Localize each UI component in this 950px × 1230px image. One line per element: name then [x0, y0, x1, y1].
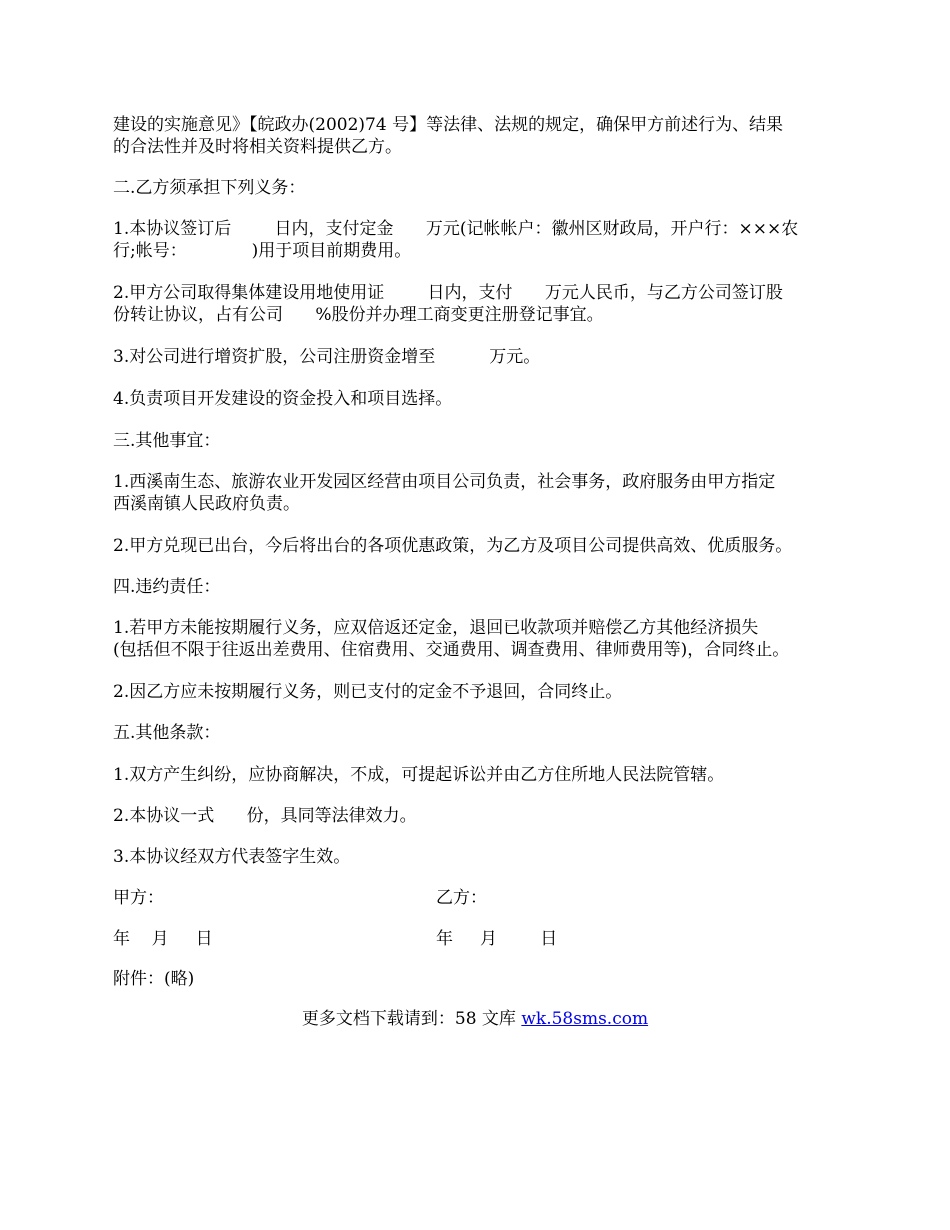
- party-a-label: 甲方：: [113, 888, 164, 908]
- paragraph-line: 的合法性并及时将相关资料提供乙方。: [113, 137, 402, 157]
- footer-text: 更多文档下载请到：58 文库: [301, 1009, 522, 1029]
- section-heading: 四.违约责任：: [113, 577, 221, 597]
- party-b-date: 年 月 日: [436, 929, 558, 949]
- section-heading: 二.乙方须承担下列义务：: [113, 178, 306, 198]
- list-item: 份转让协议，占有公司 %股份并办理工商变更注册登记事宜。: [113, 305, 604, 325]
- list-item: 1.双方产生纠纷，应协商解决，不成，可提起诉讼并由乙方住所地人民法院管辖。: [113, 765, 725, 785]
- list-item: 2.本协议一式 份，具同等法律效力。: [113, 806, 417, 826]
- list-item: 行;帐号： )用于项目前期费用。: [113, 241, 412, 261]
- list-item: 西溪南镇人民政府负责。: [113, 494, 300, 514]
- section-heading: 五.其他条款：: [113, 723, 221, 743]
- list-item: 2.因乙方应未按期履行义务，则已支付的定金不予退回，合同终止。: [113, 682, 623, 702]
- list-item: 1.本协议签订后 日内，支付定金 万元(记帐帐户：徽州区财政局，开户行：×××农: [113, 219, 799, 239]
- list-item: 3.本协议经双方代表签字生效。: [113, 847, 351, 867]
- list-item: 1.若甲方未能按期履行义务，应双倍返还定金，退回已收款项并赔偿乙方其他经济损失: [113, 618, 759, 638]
- list-item: 2.甲方兑现已出台，今后将出台的各项优惠政策，为乙方及项目公司提供高效、优质服务。: [113, 536, 793, 556]
- party-b-label: 乙方：: [436, 888, 487, 908]
- list-item: 4.负责项目开发建设的资金投入和项目选择。: [113, 389, 453, 409]
- list-item: 2.甲方公司取得集体建设用地使用证 日内，支付 万元人民币，与乙方公司签订股: [113, 283, 783, 303]
- list-item: 3.对公司进行增资扩股，公司注册资金增至 万元。: [113, 347, 541, 367]
- party-a-date: 年 月 日: [113, 929, 213, 949]
- section-heading: 三.其他事宜：: [113, 431, 221, 451]
- footer-link[interactable]: wk.58sms.com: [521, 1009, 649, 1029]
- download-footer: [0, 1008, 950, 1030]
- list-item: (包括但不限于往返出差费用、住宿费用、交通费用、调查费用、律师费用等)，合同终止。: [113, 640, 790, 660]
- paragraph-line: 建设的实施意见》【皖政办(2002)74 号】等法律、法规的规定，确保甲方前述行为、结果: [113, 115, 784, 135]
- attachment-note: 附件：(略): [113, 969, 195, 989]
- list-item: 1.西溪南生态、旅游农业开发园区经营由项目公司负责，社会事务，政府服务由甲方指定: [113, 472, 776, 492]
